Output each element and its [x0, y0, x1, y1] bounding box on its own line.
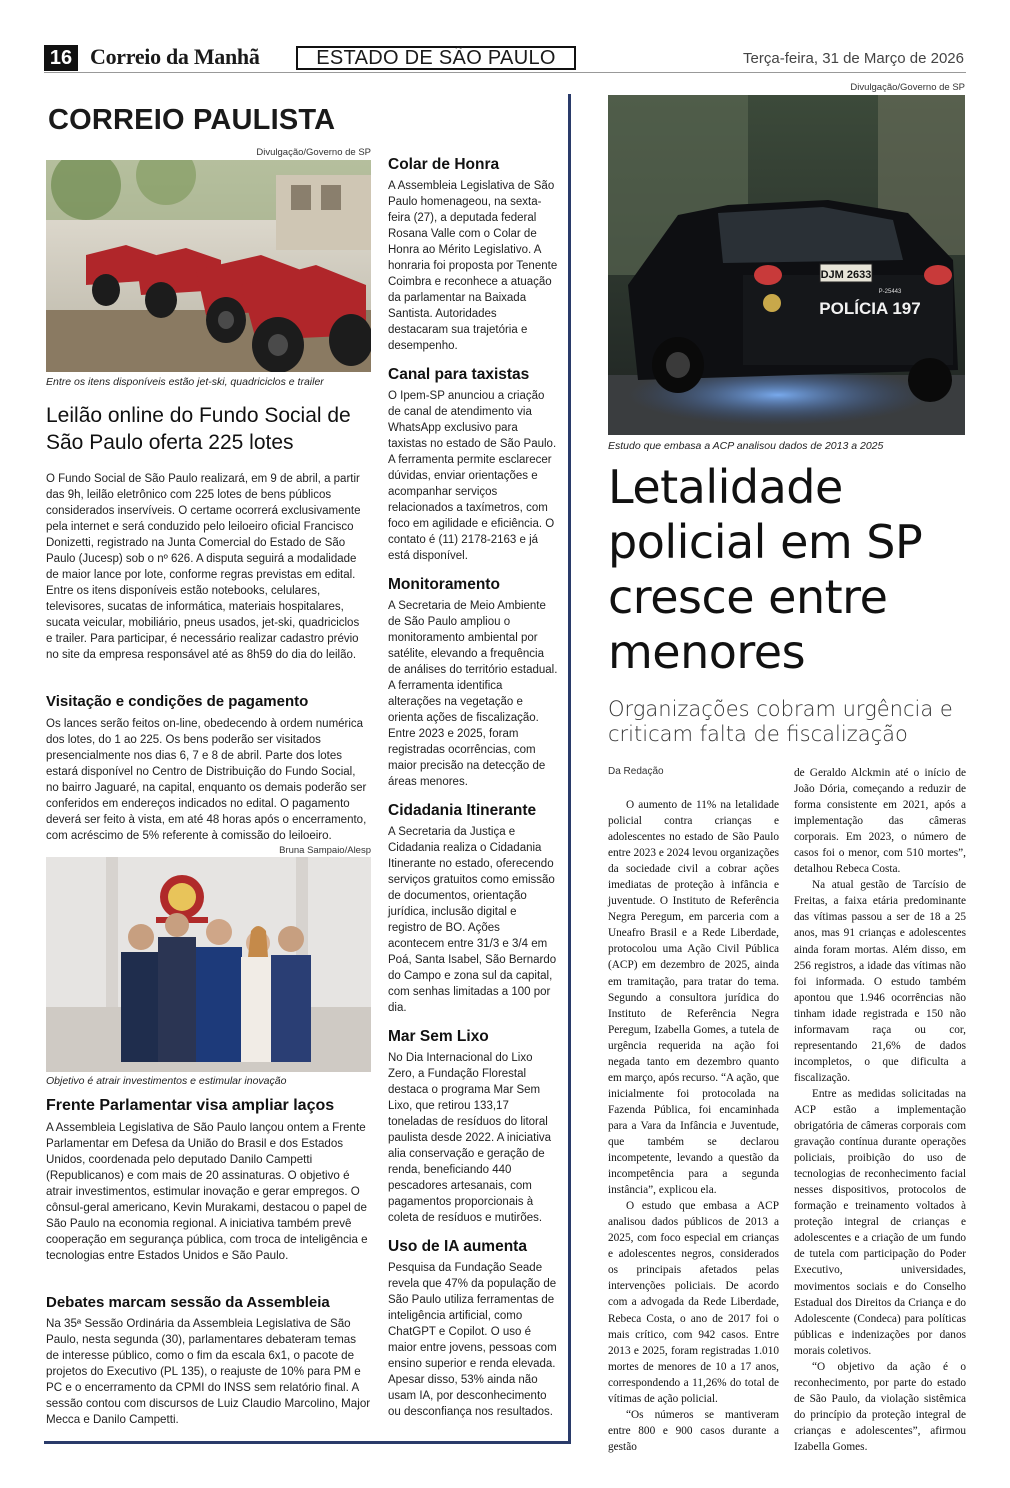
frente-body: [46, 1120, 371, 1264]
article-headline[interactable]: Leilão online do Fundo Social de São Paulo oferta 225 lotes: [46, 404, 351, 454]
note-title: Colar de Honra: [388, 156, 500, 173]
debates-paragraph: Na 35ª Sessão Ordinária da Assembleia Legislativa de São Paulo, nesta segunda (30), parlamentares debateram temas de interesse público, como o fim da escala 6x1, o pacote de projetos do Executivo (PL 135), o reajuste de 10% para PM e PC e o encerramento da CPMI do INSS sem relatório final. A sessão contou com discursos de Luiz Claudio Marcolino, Major Mecca e Danilo Campetti.: [46, 1317, 371, 1426]
article-paragraph: Entre as medidas solicitadas na ACP estão a implementação obrigatória de câmeras corporais com gravação contínua durante operações policiais, proibição do uso de tecnologias de reconhecimento facial nesses dispositivos, protocolos de formação e treinamento voltados à proteção integral de crianças e adolescentes e a criação de um fundo de tutela com participação do Poder Executivo, universidades, movimentos sociais e do Conselho Estadual dos Direitos da Criança e do Adolescente (Condeca) para políticas públicas e indenizações por danos morais coletivos.: [794, 1087, 966, 1357]
header-date: Terça-feira, 31 de Março de 2026: [743, 50, 964, 67]
main-headline[interactable]: Letalidade policial em SP cresce entre menores: [608, 460, 923, 679]
police-car-photo: [608, 95, 965, 435]
photo-credit: Divulgação/Governo de SP: [256, 147, 371, 158]
article-headline[interactable]: Debates marcam sessão da Assembleia: [46, 1294, 330, 1311]
visitacao-paragraph: Os lances serão feitos on-line, obedecendo à ordem numérica dos lotes, do 1 ao 225. Os bens poderão ser visitados presencialmente nos dias 6, 7 e 8 de abril. Parte dos lotes estará disponível no Centro de Distribuição do Fundo Social, no bairro Jaguaré, na capital, enquanto os demais poderão ser conferidos em endereços indicados no edital. O pagamento deverá ser feito à vista, em até 48 horas após o encerramento, com acréscimo de 5% referente à comissão do leiloeiro.: [46, 718, 367, 842]
photo-caption: Estudo que embasa a ACP analisou dados de 2013 a 2025: [608, 440, 884, 452]
section-title: CORREIO PAULISTA: [48, 104, 336, 136]
note-body: A Assembleia Legislativa de São Paulo homenageou, na sexta-feira (27), a deputada federal Rosana Valle com o Colar de Honra ao Mérito Legislativo. A honraria foi proposta por Tenente Coimbra e reconhece a atuação da parlamentar na Baixada Santista. Autoridades destacaram sua trajetória e desempenho.: [388, 180, 558, 352]
section-label: ESTADO DE SÃO PAULO: [296, 46, 576, 70]
byline: Da Redação: [608, 766, 664, 777]
note-title: Mar Sem Lixo: [388, 1028, 489, 1045]
note-body: A Secretaria de Meio Ambiente de São Paulo ampliou o monitoramento ambiental por satélite, elevando a frequência de análises do território estadual. A ferramenta identifica alterações na vegetação e orienta ações de fiscalização. Entre 2023 e 2025, foram registradas ocorrências, com maior precisão na detecção de áreas menores.: [388, 600, 558, 788]
article-paragraph: O aumento de 11% na letalidade policial contra crianças e adolescentes no estado de São Paulo entre 2023 e 2024 levou organizações da sociedade civil a cobrar ações imediatas de proteção à infância e juventude. O Instituto de Referência Negra Peregum, em parceria com a Uneafro Brasil e a Rede Liberdade, protocolou uma Ação Civil Pública (ACP) em dezembro de 2025, ainda em tramitação, para tratar do tema. Segundo a consultora jurídica do Instituto de Referência Negra Peregum, Izabella Gomes, a tutela de urgência requerida na ação foi negada tanto em dezembro quanto em março, após recurso. “A ação, que inicialmente foi protocolada na Fazenda Pública, foi encaminhada para a Vara da Infância e Juventude, que também se declarou incompetente, levando a questão da incompetência para a segunda instância”, explicou ela.: [608, 799, 779, 1197]
article-subhead: Visitação e condições de pagamento: [46, 693, 309, 710]
article-headline[interactable]: Frente Parlamentar visa ampliar laços: [46, 1097, 335, 1114]
photo-credit: Bruna Sampaio/Alesp: [279, 845, 371, 856]
parliament-photo: [46, 857, 371, 1072]
article-paragraph: O estudo que embasa a ACP analisou dados públicos de 2013 a 2025, com foco especial em crianças e adolescentes negros, considerados os principais afetados pelas intervenções policiais. De acordo com a advogada da Rede Liberdade, Rebeca Costa, o ano de 2017 foi o mais crítico, com 942 casos. Entre 2013 e 2025, foram registradas 1.010 mortes de menores de 10 a 17 anos, correspondendo a 11,26% do total de vítimas de ação policial.: [608, 1200, 779, 1405]
note-title: Uso de IA aumenta: [388, 1238, 527, 1255]
article-column-1: [608, 797, 779, 1455]
note-title: Cidadania Itinerante: [388, 802, 537, 819]
visitacao-body: [46, 716, 368, 844]
notes-column: [388, 156, 558, 1420]
note-title: Canal para taxistas: [388, 366, 530, 383]
photo-caption: Objetivo é atrair investimentos e estimular inovação: [46, 1075, 287, 1087]
photo-caption: Entre os itens disponíveis estão jet-ski, quadriciclos e trailer: [46, 376, 324, 388]
license-plate: DJM 2633: [820, 269, 872, 281]
frente-paragraph: A Assembleia Legislativa de São Paulo lançou ontem a Frente Parlamentar em Defesa da União do Brasil e dos Estados Unidos, coordenada pelo deputado Danilo Campetti (Republicanos) e com mais de 20 assinaturas. O objetivo é atrair investimentos, estimular inovação e gerar empregos. O cônsul-geral americano, Kevin Murakami, destacou o papel de São Paulo na economia regional. A iniciativa também prevê cooperação em segurança pública, com troca de inteligência e tecnologias entre Estados Unidos e São Paulo.: [46, 1121, 368, 1262]
main-subhead: Organizações cobram urgência e criticam falta de fiscalização: [608, 697, 953, 746]
article-paragraph: Na atual gestão de Tarcísio de Freitas, a faixa etária predominante das vítimas passou a ser de 18 a 25 anos, mas 91 crianças e adolescentes ainda foram mortas. Além disso, em 256 registros, a idade das vítimas não foi informada. O estudo também apontou que 1.946 ocorrências não tinham idade registrada e 150 não informavam raça ou cor, representando 21,6% de dados incompletos, o que dificulta a fiscalização.: [794, 879, 966, 1084]
car-marking: POLÍCIA 197: [819, 299, 921, 318]
note-body: Pesquisa da Fundação Seade revela que 47% da população de São Paulo utiliza ferramentas de inteligência artificial, como ChatGPT e Copilot. O uso é maior entre jovens, pessoas com ensino superior e renda elevada. Apesar disso, 53% ainda não usam IA, por desconhecimento ou desconfiança nos resultados.: [388, 1262, 557, 1418]
header-rule: [44, 72, 966, 73]
article-paragraph: “O objetivo da ação é o reconhecimento, por parte do estado de São Paulo, da violação sistêmica do princípio da proteção integral de crianças e adolescentes”, afirmou Izabella Gomes.: [794, 1360, 966, 1453]
note-body: O Ipem-SP anunciou a criação de canal de atendimento via WhatsApp exclusivo para taxistas no estado de São Paulo. A ferramenta permite esclarecer dúvidas, enviar orientações e acompanhar serviços relacionados a taxímetros, com foco em agilidade e eficiência. O contato é (11) 2178-2163 e já está disponível.: [388, 390, 557, 562]
debates-body: [46, 1316, 371, 1428]
leilao-paragraph: O Fundo Social de São Paulo realizará, em 9 de abril, a partir das 9h, leilão eletrônico com 225 lotes de bens públicos considerados inservíveis. O certame ocorrerá exclusivamente pela internet e será conduzido pelo leiloeiro oficial Francisco Donizetti, registrado na Junta Comercial do Estado de São Paulo (Jucesp) sob o nº 626. A disputa seguirá a modalidade de maior lance por lote, conforme regras previstas em edital. Entre os itens disponíveis estão notebooks, celulares, televisores, sucatas de informática, materiais hospitalares, sucata veicular, mobiliário, pneus usados, jet-ski, quadriciclos e trailer. Para participar, é necessário realizar cadastro prévio no site da empresa responsável até as 8h59 do dia do leilão.: [46, 473, 361, 661]
page-number: 16: [44, 45, 78, 71]
note-body: A Secretaria da Justiça e Cidadania realiza o Cidadania Itinerante no estado, oferecendo serviços gratuitos como emissão de documentos, orientação jurídica, inclusão digital e registro de BO. Ações acontecem entre 31/3 e 3/4 em Poá, Santa Isabel, São Bernardo do Campo e zona sul da capital, com senhas limitadas a 100 por dia.: [388, 826, 557, 1014]
newspaper-brand[interactable]: Correio da Manhã: [90, 44, 260, 69]
quad-bikes-photo: [46, 160, 371, 372]
photo-credit: Divulgação/Governo de SP: [850, 82, 965, 93]
article-paragraph: “Os números se mantiveram entre 800 e 900 casos durante a gestão: [608, 1408, 779, 1453]
article-body: [46, 471, 368, 663]
note-body: No Dia Internacional do Lixo Zero, a Fundação Florestal destaca o programa Mar Sem Lixo, que retirou 133,17 toneladas de resíduos do litoral paulista desde 2022. A iniciativa alia conservação e geração de renda, beneficiando 440 pescadores artesanais, com pagamentos proporcionais à coleta de resíduos e mutirões.: [388, 1052, 552, 1224]
note-title: Monitoramento: [388, 576, 500, 593]
car-id-text: P-25443: [878, 289, 902, 295]
article-paragraph: de Geraldo Alckmin até o início de João Dória, começando a reduzir de forma consistente em 2021, após a implementação das câmeras corporais. Em 2023, o número de casos foi o menor, com 510 mortes”, detalhou Rebeca Costa.: [794, 767, 966, 876]
article-column-2: [794, 765, 966, 1455]
